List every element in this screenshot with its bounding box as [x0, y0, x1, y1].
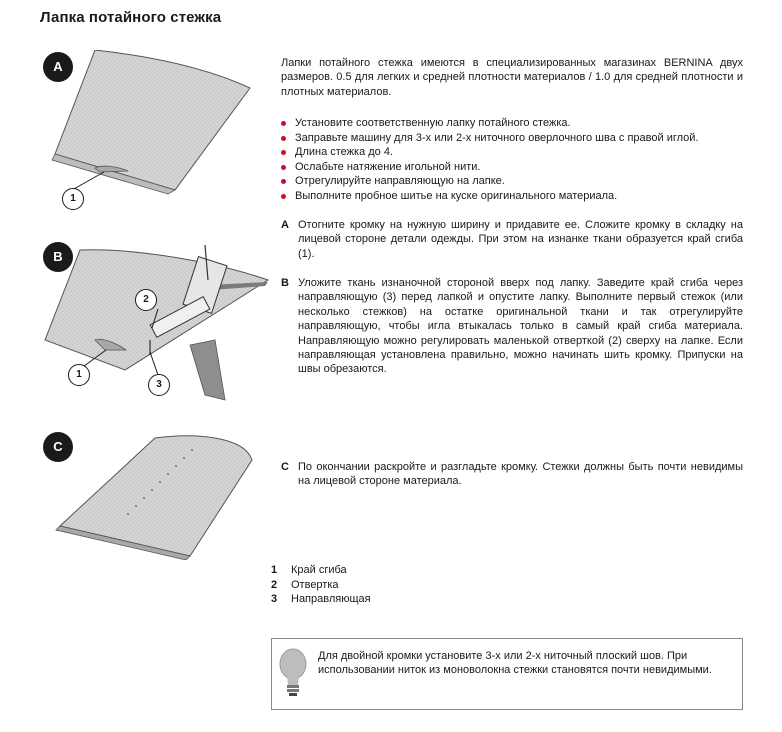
list-item: Длина стежка до 4. — [281, 145, 743, 160]
legend-item: 1 Край сгиба — [271, 564, 347, 576]
figure-c-illustration — [40, 430, 270, 560]
bullet-icon — [281, 179, 286, 184]
legend-item: 3 Направляющая — [271, 593, 371, 605]
figure-a — [40, 50, 260, 220]
bullet-icon — [281, 165, 286, 170]
step-text: Уложите ткань изнаночной стороной вверх под лапку. Заведите край сгиба через направляющую (3) перед лапкой и опустите лапку. Выполните первый стежок (или несколько стежков) на остатке оригинальной ткани и так отрегулируйте направляющую, чтобы игла втыкалась только в самый край сгиба материала. Направляющую можно регулировать маленькой отверткой (2) сверху на лапке. Если направляющая установлена правильно, можно начинать шить кромку. Припуски на швы обрезаются. — [298, 277, 743, 376]
callout-fold-edge: 1 — [62, 188, 84, 210]
instruction-list — [281, 116, 743, 203]
figure-badge: C — [43, 432, 73, 462]
list-item: Выполните пробное шитье на куске оригинального материала. — [281, 189, 743, 204]
figure-badge: A — [43, 52, 73, 82]
bullet-icon — [281, 194, 286, 199]
figure-badge: B — [43, 242, 73, 272]
lightbulb-icon — [278, 647, 308, 704]
step-letter: B — [281, 277, 289, 289]
figure-c — [40, 430, 270, 560]
step-text: Отогните кромку на нужную ширину и придавите ее. Сложите кромку в складку на лицевой стороне детали одежды. При этом на изнанке ткани образуется край сгиба (1). — [298, 219, 743, 260]
legend — [271, 563, 371, 607]
list-item: Ослабьте натяжение игольной нити. — [281, 160, 743, 175]
step-text: По окончании раскройте и разгладьте кромку. Стежки должны быть почти невидимы на лицевой стороне материала. — [298, 461, 743, 488]
list-item: Заправьте машину для 3-х или 2-х ниточного оверлочного шва с правой иглой. — [281, 131, 743, 146]
bullet-icon — [281, 150, 286, 155]
tip-text: Для двойной кромки установите 3-х или 2-х ниточный плоский шов. При использовании ниток из моноволокна стежки становятся почти невидимыми. — [318, 650, 712, 677]
intro-paragraph: Лапки потайного стежка имеются в специализированных магазинах BERNINA двух размеров. 0.5 для легких и средней плотности материалов / 1.0 для средней плотности и плотных материалов. — [281, 57, 743, 98]
step-a — [281, 218, 743, 261]
callout-screwdriver: 2 — [135, 289, 157, 311]
tip-box — [271, 638, 743, 710]
legend-item: 2 Отвертка — [271, 578, 339, 591]
figure-b — [40, 240, 270, 410]
step-c — [281, 460, 743, 489]
previous-heading-fragment — [40, 0, 270, 2]
callout-guide: 3 — [148, 374, 170, 396]
step-letter: C — [281, 461, 289, 473]
bullet-icon — [281, 136, 286, 141]
list-item: Установите соответственную лапку потайного стежка. — [281, 116, 743, 131]
bullet-icon — [281, 121, 286, 126]
list-item: Отрегулируйте направляющую на лапке. — [281, 174, 743, 189]
section-title: Лапка потайного стежка — [40, 9, 222, 26]
callout-fold-edge: 1 — [68, 364, 90, 386]
step-letter: A — [281, 219, 289, 231]
step-b — [281, 276, 743, 377]
